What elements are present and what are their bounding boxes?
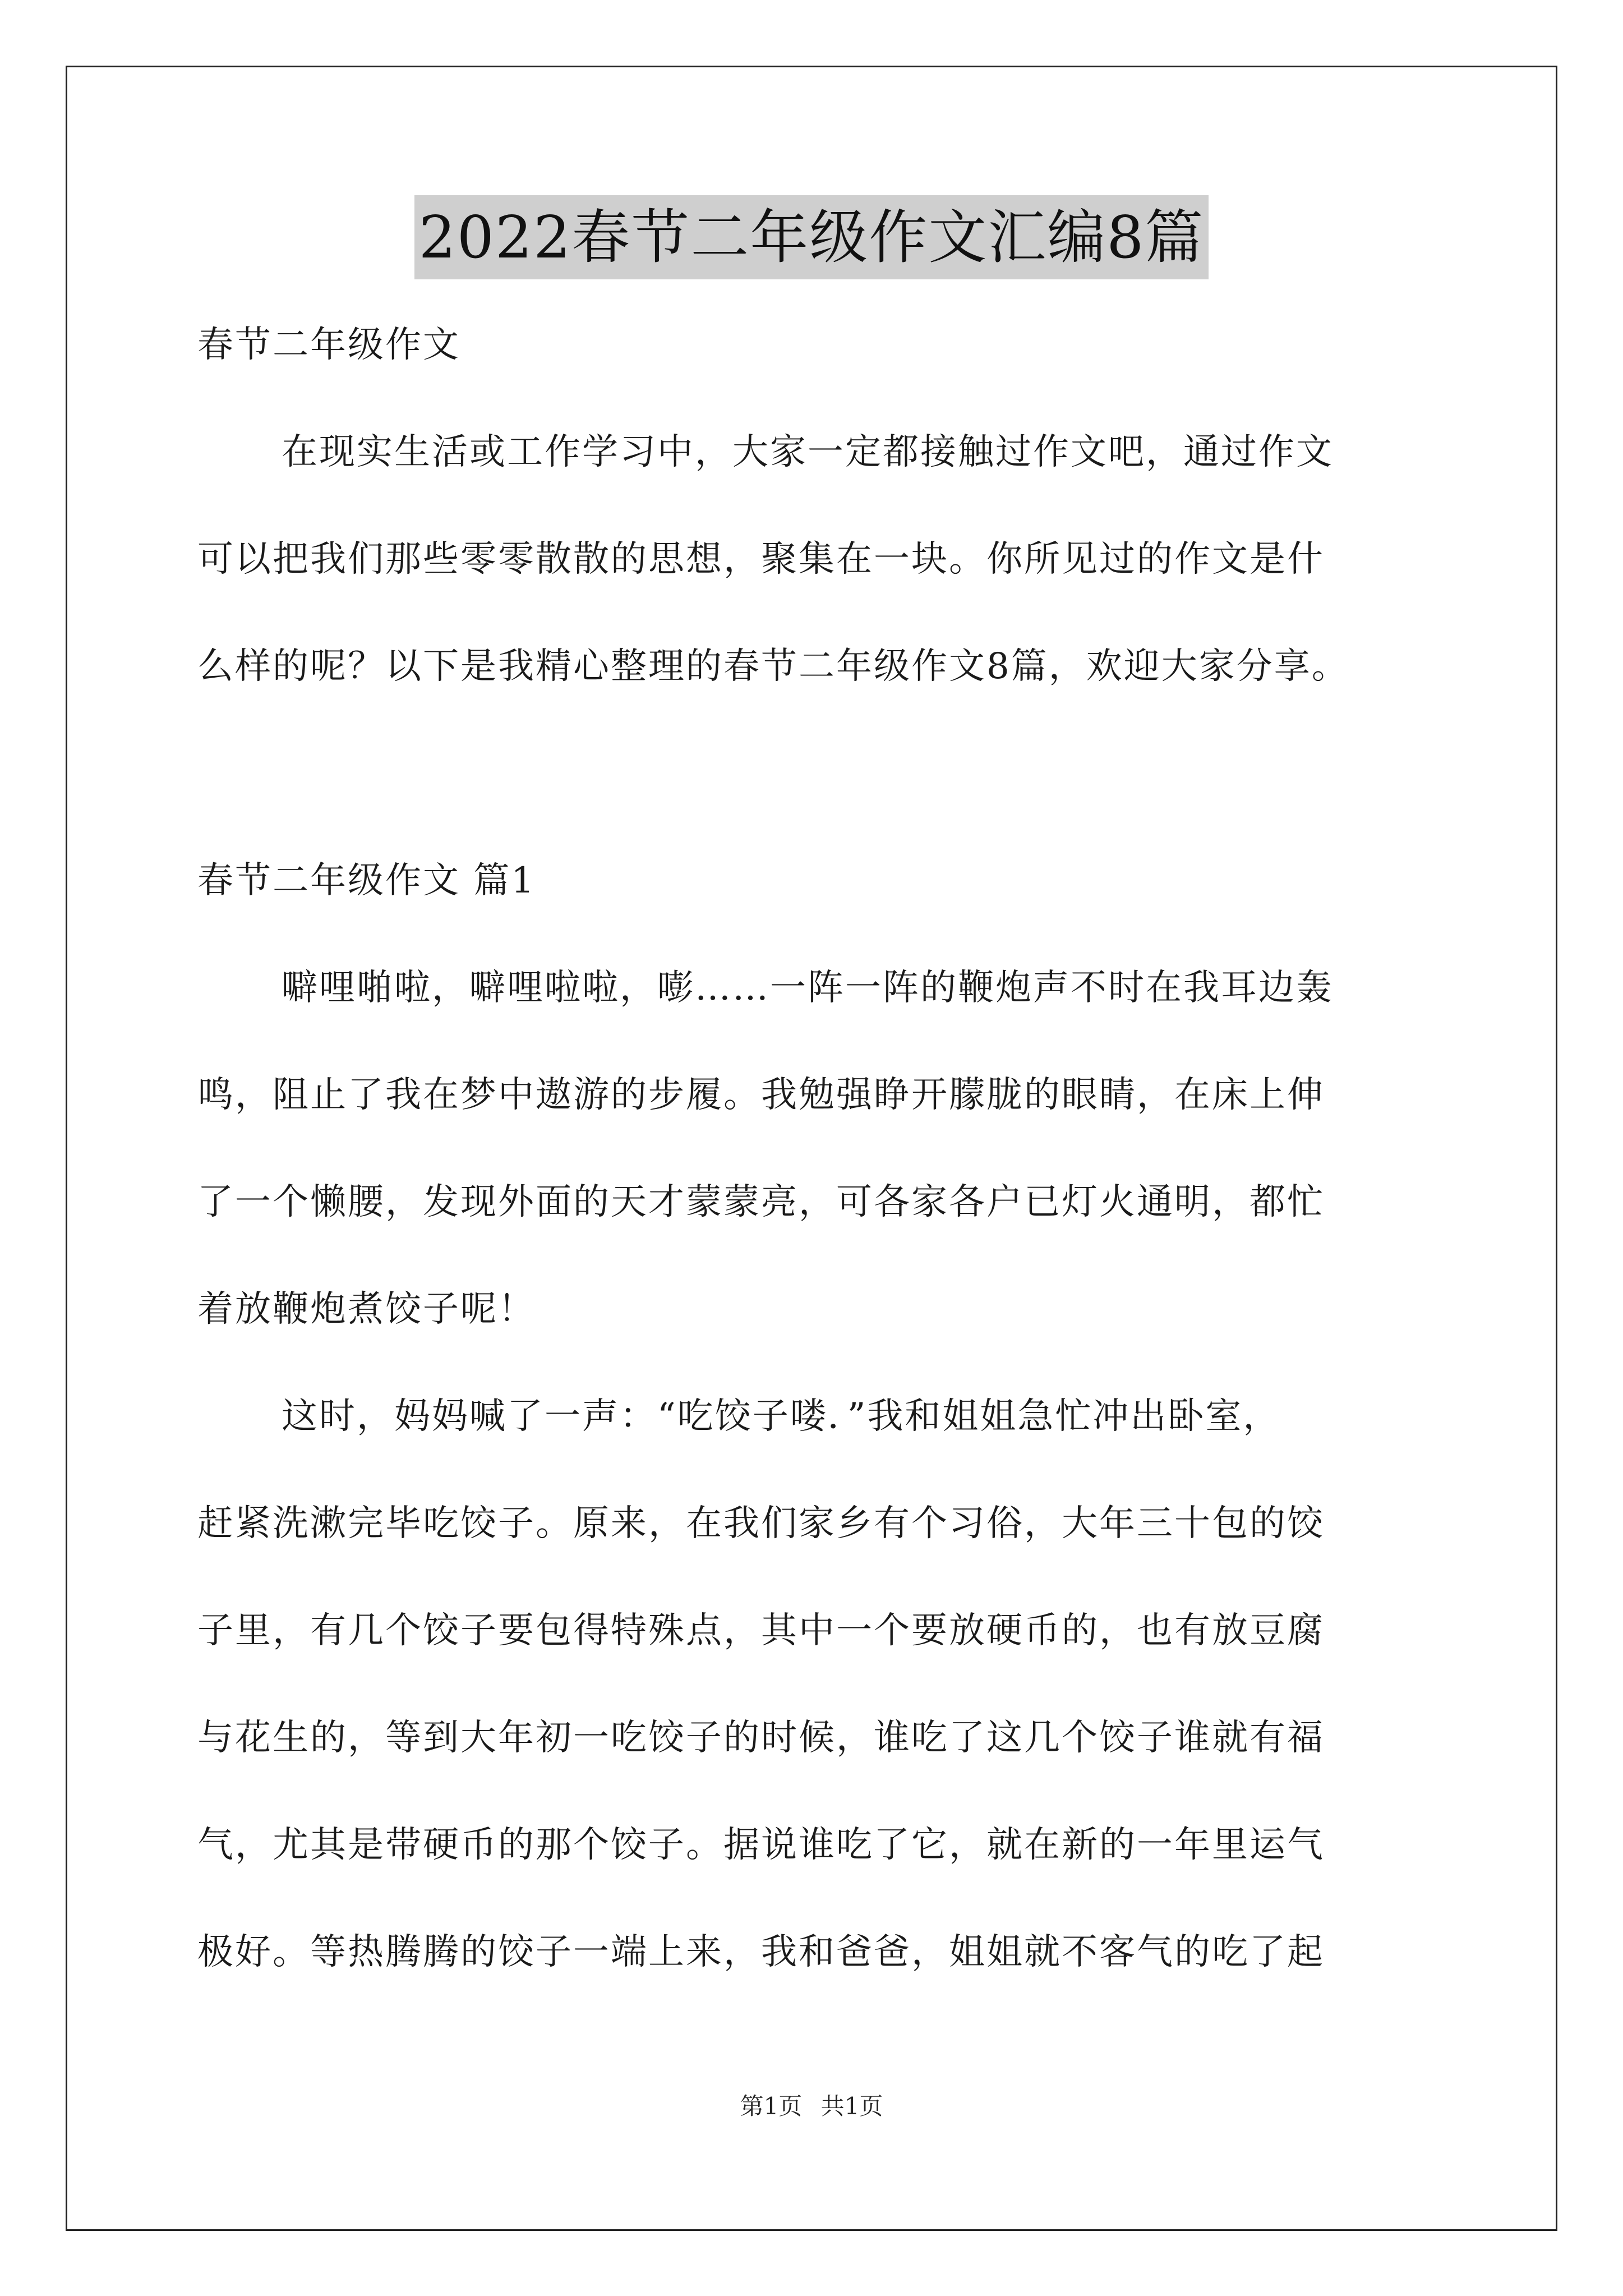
paragraph-line: 可以把我们那些零零散散的思想，聚集在一块。你所见过的作文是什	[197, 539, 1325, 580]
page-number-current: 第1页	[740, 2092, 803, 2120]
document-body	[197, 292, 1442, 2006]
paragraph-line: 极好。等热腾腾的饺子一端上来，我和爸爸，姐姐就不客气的吃了起	[197, 1931, 1325, 1973]
blank-line	[197, 720, 1442, 827]
section-heading: 春节二年级作文 篇1	[197, 860, 536, 901]
paragraph-line: 鸣，阻止了我在梦中遨游的步履。我勉强睁开朦胧的眼睛，在床上伸	[197, 1074, 1325, 1116]
title-wrap	[0, 195, 1623, 279]
paragraph-line: 噼哩啪啦，噼哩啦啦，嘭……一阵一阵的鞭炮声不时在我耳边轰	[282, 967, 1334, 1009]
paragraph-line: 这时，妈妈喊了一声：“吃饺子喽．”我和姐姐急忙冲出卧室，	[282, 1396, 1281, 1437]
paragraph-line: 着放鞭炮煮饺子呢！	[197, 1289, 536, 1330]
page-footer	[0, 2090, 1623, 2123]
paragraph-line: 气，尤其是带硬币的那个饺子。据说谁吃了它，就在新的一年里运气	[197, 1824, 1325, 1866]
paragraph-line: 在现实生活或工作学习中，大家一定都接触过作文吧，通过作文	[282, 431, 1334, 473]
paragraph-line: 子里，有几个饺子要包得特殊点，其中一个要放硬币的，也有放豆腐	[197, 1610, 1325, 1651]
paragraph-line: 赶紧洗漱完毕吃饺子。原来，在我们家乡有个习俗，大年三十包的饺	[197, 1503, 1325, 1544]
paragraph-line: 与花生的，等到大年初一吃饺子的时候，谁吃了这几个饺子谁就有福	[197, 1717, 1325, 1759]
section-heading: 春节二年级作文	[197, 324, 460, 366]
page-number-total: 共1页	[820, 2092, 883, 2120]
paragraph-line: 了一个懒腰，发现外面的天才蒙蒙亮，可各家各户已灯火通明，都忙	[197, 1181, 1325, 1223]
document-title: 2022春节二年级作文汇编8篇	[414, 195, 1209, 279]
paragraph-line: 么样的呢？以下是我精心整理的春节二年级作文8篇，欢迎大家分享。	[197, 646, 1349, 687]
